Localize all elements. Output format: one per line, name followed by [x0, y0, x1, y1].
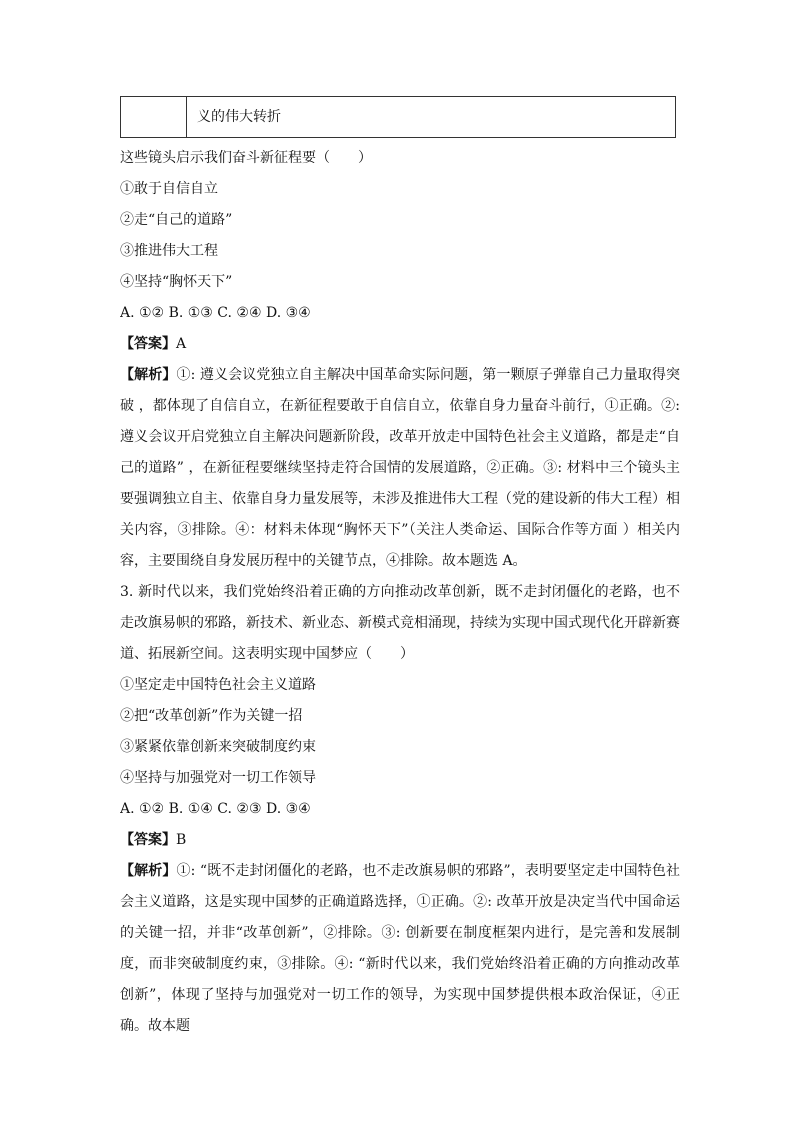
answer-label: 【答案】 — [120, 832, 176, 848]
material-table-row — [120, 96, 676, 138]
document-content — [120, 143, 680, 1042]
q3-choices: A. ①② B. ①④ C. ②③ D. ③④ — [120, 801, 311, 817]
analysis-text: ①: 遵义会议党独立自主解决中国革命实际问题，第一颗原子弹靠自己力量取得突破 ，都体现了自信自立，在新征程要敢于自信自立，依靠自身力量奋斗前行，①正确。②: 遵义会议开启党独立自主解决问题新阶段，改革开放走中国特色社会主义道路，都是走“自己的道路” ，在新征程要继续坚持走符合国情的发展道路，②正确。③: 材料中三个镜头主要强调独立自主、依靠自身力量发展等，未涉及推进伟大工程（党的建设新的伟大工程）相关内容，③排除。④：材料未体现“胸怀天下”（关注人类命运、国际合作等方面 ）相关内容，主要围绕自身发展历程中的关键节点，④排除。故本题选 A。 — [120, 367, 680, 569]
analysis-label: 【解析】 — [120, 367, 177, 383]
q2-option-2: ②走“自己的道路” — [120, 212, 233, 228]
q3-stem: 3. 新时代以来，我们党始终沿着正确的方向推动改革创新，既不走封闭僵化的老路，也不走改旗易帜的邪路，新技术、新业态、新模式竞相涌现，持续为实现中国式现代化开辟新赛道、拓展新空间。这表明实现中国梦应（ ） — [120, 584, 680, 662]
table-cell-left — [121, 97, 187, 137]
q2-option-1: ①敢于自信自立 — [120, 181, 218, 197]
q3-answer — [120, 825, 680, 856]
analysis-text: ①: “既不走封闭僵化的老路，也不走改旗易帜的邪路”，表明要坚定走中国特色社会主义道路，这是实现中国梦的正确道路选择，①正确。②: 改革开放是决定当代中国命运的关键一招，并非“改革创新”，②排除。③: 创新要在制度框架内进行，是完善和发展制度，而非突破制度约束，③排除。④: “新时代以来，我们党始终沿着正确的方向推动改革创新”，体现了坚持与加强党对一切工作的领导，为实现中国梦提供根本政治保证，④正确。故本题 — [120, 863, 680, 1034]
table-cell-right: 义的伟大转折 — [197, 109, 281, 125]
q2-choices: A. ①② B. ①③ C. ②④ D. ③④ — [120, 305, 311, 321]
q3-option-1: ①坚定走中国特色社会主义道路 — [120, 677, 316, 693]
q3-analysis — [120, 856, 680, 1042]
q2-answer — [120, 329, 680, 360]
answer-value: A — [176, 336, 187, 352]
q3-option-2: ②把“改革创新”作为关键一招 — [120, 708, 303, 724]
q2-option-3: ③推进伟大工程 — [120, 243, 218, 259]
answer-value: B — [176, 832, 187, 848]
q2-analysis — [120, 360, 680, 577]
q3-option-4: ④坚持与加强党对一切工作领导 — [120, 770, 316, 786]
q2-stem: 这些镜头启示我们奋斗新征程要（ ） — [120, 150, 372, 166]
q3-option-3: ③紧紧依靠创新来突破制度约束 — [120, 739, 316, 755]
q2-option-4: ④坚持“胸怀天下” — [120, 274, 233, 290]
analysis-label: 【解析】 — [120, 863, 177, 879]
answer-label: 【答案】 — [120, 336, 176, 352]
